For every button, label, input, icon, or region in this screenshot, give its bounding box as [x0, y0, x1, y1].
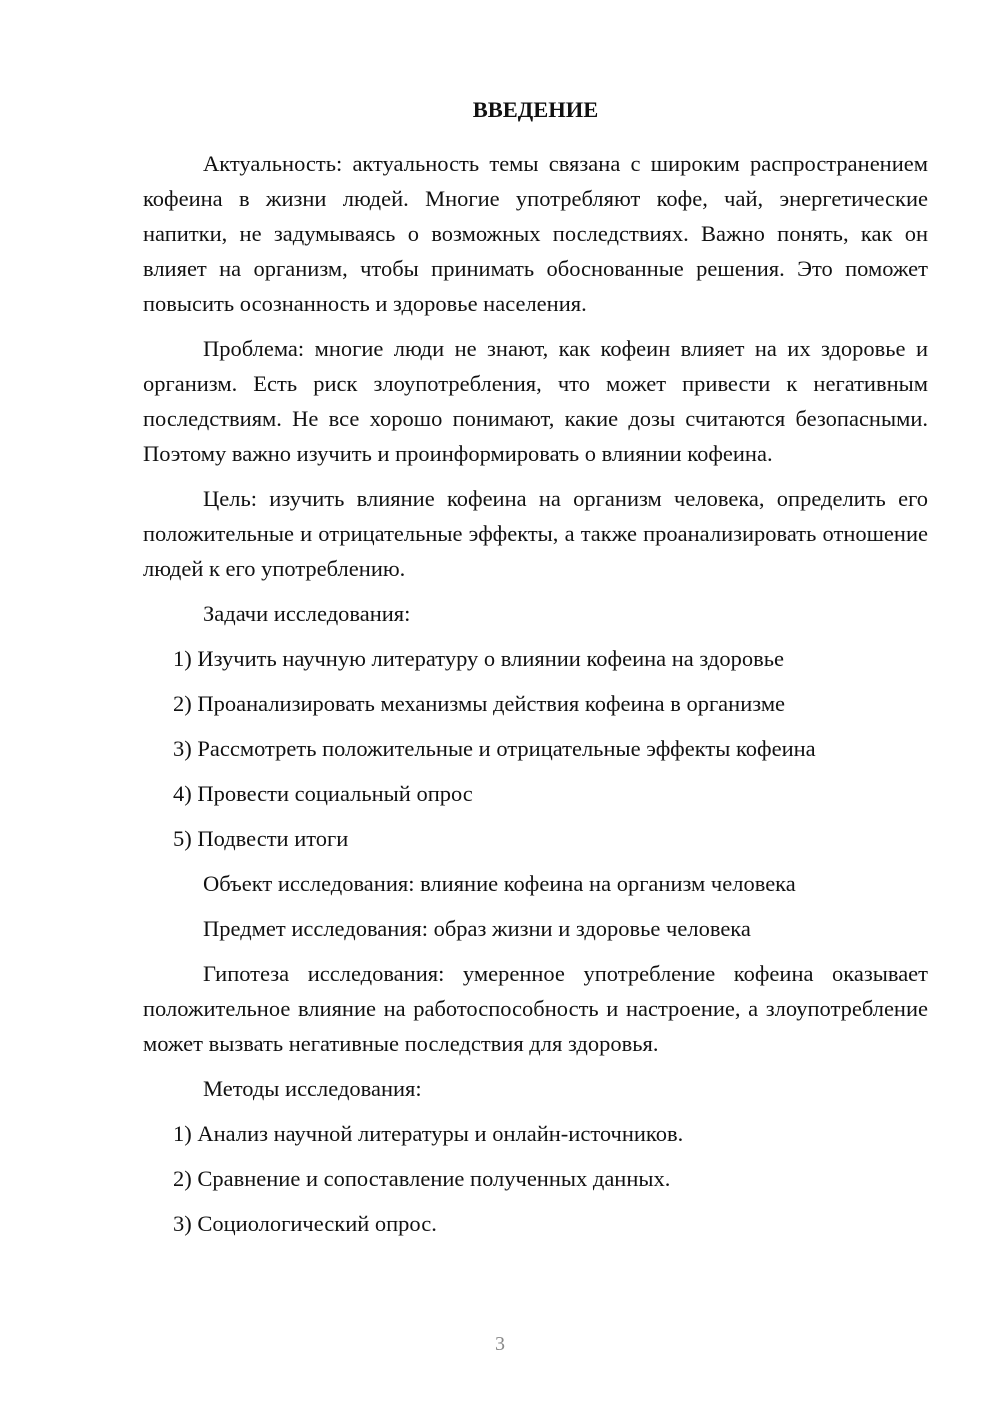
section-title: ВВЕДЕНИЕ	[472, 97, 599, 122]
list-item: 5) Подвести итоги	[173, 826, 349, 851]
list-item: 1) Изучить научную литературу о влиянии кофеина на здоровье	[173, 646, 784, 671]
document-page	[143, 92, 928, 1251]
relevance-paragraph: Актуальность: актуальность темы связана с широким распространением кофеина в жизни людей. Многие употребляют кофе, чай, энергетические напитки, не задумываясь о возможных последствиях. Важно понять, как он влияет на организм, чтобы принимать обоснованные решения. Это поможет повысить осознанность и здоровье населения.	[143, 151, 928, 316]
goal-paragraph: Цель: изучить влияние кофеина на организм человека, определить его положительные и отрицательные эффекты, а также проанализировать отношение людей к его употреблению.	[143, 486, 928, 581]
research-object: Объект исследования: влияние кофеина на организм человека	[203, 871, 796, 896]
hypothesis-paragraph: Гипотеза исследования: умеренное употребление кофеина оказывает положительное влияние на работоспособность и настроение, а злоупотребление может вызвать негативные последствия для здоровья.	[143, 961, 928, 1056]
list-item: 1) Анализ научной литературы и онлайн-источников.	[173, 1121, 684, 1146]
tasks-list	[143, 641, 928, 856]
problem-paragraph: Проблема: многие люди не знают, как кофеин влияет на их здоровье и организм. Есть риск злоупотребления, что может привести к негативным последствиям. Не все хорошо понимают, какие дозы считаются безопасными. Поэтому важно изучить и проинформировать о влиянии кофеина.	[143, 336, 928, 466]
page-number: 3	[495, 1333, 505, 1355]
list-item: 3) Социологический опрос.	[173, 1211, 437, 1236]
tasks-heading: Задачи исследования:	[203, 601, 411, 626]
methods-heading: Методы исследования:	[203, 1076, 422, 1101]
list-item: 2) Проанализировать механизмы действия кофеина в организме	[173, 691, 786, 716]
methods-list	[143, 1116, 928, 1241]
research-subject: Предмет исследования: образ жизни и здоровье человека	[203, 916, 751, 941]
list-item: 2) Сравнение и сопоставление полученных данных.	[173, 1166, 671, 1191]
list-item: 3) Рассмотреть положительные и отрицательные эффекты кофеина	[173, 736, 816, 761]
list-item: 4) Провести социальный опрос	[173, 781, 473, 806]
